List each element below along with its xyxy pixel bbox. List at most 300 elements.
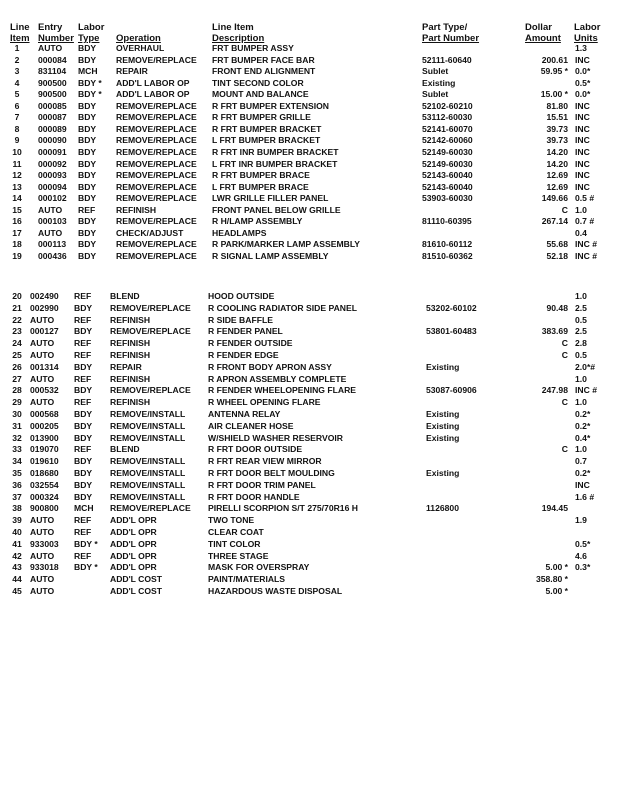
table-row	[0, 539, 640, 551]
operation: ADD'L OPR	[110, 550, 157, 561]
labor-units: 2.8	[575, 338, 587, 349]
operation: REMOVE/INSTALL	[110, 420, 186, 431]
labor-units: 0.0*	[575, 89, 591, 100]
labor-units: 0.0*	[575, 66, 591, 77]
labor-type: REF	[74, 373, 92, 384]
operation: REMOVE/REPLACE	[116, 135, 197, 146]
entry-number: AUTO	[30, 550, 55, 561]
line-number: 41	[12, 538, 22, 549]
entry-number: 032554	[30, 479, 59, 490]
labor-units: 1.0	[575, 444, 587, 455]
part-number: 52143-60040	[422, 170, 473, 181]
table-row	[0, 159, 640, 171]
entry-number: AUTO	[30, 515, 55, 526]
description: R COOLING RADIATOR SIDE PANEL	[208, 302, 357, 313]
operation: REFINISH	[110, 314, 151, 325]
labor-type: BDY	[74, 456, 93, 467]
labor-units: 0.5	[575, 350, 587, 360]
operation: REMOVE/REPLACE	[116, 146, 197, 157]
labor-units: 0.4*	[575, 432, 591, 443]
line-number: 34	[12, 456, 22, 467]
table-row	[0, 492, 640, 504]
part-number: 81110-60395	[422, 216, 472, 227]
description: R SIGNAL LAMP ASSEMBLY	[212, 250, 329, 261]
dollar-amount: 149.66	[541, 193, 568, 204]
entry-number: AUTO	[30, 314, 55, 325]
header-amount: Dollar Amount	[525, 22, 561, 44]
description: R FRT DOOR BELT MOULDING	[208, 468, 335, 478]
labor-units: INC	[575, 158, 590, 169]
table-row	[0, 385, 640, 397]
labor-units: 1.9	[575, 515, 587, 526]
table-row	[0, 362, 640, 374]
line-number: 15	[12, 204, 22, 215]
table-row	[0, 527, 640, 539]
table-row	[0, 574, 640, 586]
labor-units: 0.7	[575, 456, 587, 467]
table-row	[0, 421, 640, 433]
labor-units: 1.6 #	[575, 491, 595, 502]
description: R FRT DOOR OUTSIDE	[208, 444, 303, 455]
entry-number: 900500	[38, 77, 67, 88]
table-row	[0, 55, 640, 67]
part-number: 53087-60906	[426, 385, 477, 396]
line-number: 35	[12, 468, 22, 478]
entry-number: 000085	[38, 100, 67, 111]
dollar-amount: 81.80	[546, 100, 568, 111]
line-number: 12	[12, 170, 22, 181]
operation: ADD'L OPR	[110, 538, 157, 549]
entry-number: 000103	[38, 216, 67, 227]
entry-number: 000087	[38, 112, 67, 123]
description: FRT BUMPER FACE BAR	[212, 54, 315, 65]
part-number: 52149-60030	[422, 146, 473, 157]
dollar-amount: 15.00 *	[540, 89, 568, 100]
labor-type: BDY	[78, 135, 97, 146]
description: TWO TONE	[208, 515, 255, 526]
table-row	[0, 433, 640, 445]
part-number: Existing	[422, 77, 456, 88]
labor-units: 2.0*#	[575, 361, 596, 372]
description: FRONT PANEL BELOW GRILLE	[212, 204, 341, 215]
operation: REMOVE/REPLACE	[116, 158, 197, 169]
description: FRT BUMPER ASSY	[212, 43, 294, 53]
entry-number: 000092	[38, 158, 67, 169]
dollar-amount: 52.18	[546, 250, 568, 261]
labor-units: 1.0	[575, 397, 587, 408]
table-row	[0, 216, 640, 228]
entry-number: 002490	[30, 291, 59, 301]
entry-number: 000205	[30, 420, 59, 431]
line-number: 9	[14, 135, 20, 146]
dollar-amount: 59.95 *	[540, 66, 568, 77]
line-number: 31	[12, 420, 22, 431]
description: R PARK/MARKER LAMP ASSEMBLY	[212, 239, 361, 250]
entry-number: 000093	[38, 170, 67, 181]
entry-number: 900800	[30, 503, 59, 514]
labor-type: REF	[74, 314, 92, 325]
table-row	[0, 89, 640, 101]
labor-units: INC	[575, 54, 590, 65]
labor-type: BDY	[78, 250, 97, 261]
operation: REMOVE/REPLACE	[116, 193, 197, 204]
line-number: 4	[14, 77, 20, 88]
labor-units: 2.5	[575, 302, 587, 313]
labor-type: BDY	[78, 227, 97, 238]
labor-type: BDY	[78, 112, 97, 123]
labor-units: INC	[575, 123, 590, 134]
header-units: Labor Units	[574, 22, 601, 44]
labor-units: 1.0	[575, 291, 587, 301]
table-row	[0, 193, 640, 205]
operation: REMOVE/REPLACE	[116, 250, 197, 261]
entry-number: AUTO	[38, 43, 63, 53]
description: R FENDER OUTSIDE	[208, 338, 293, 349]
dollar-amount: 15.51	[546, 112, 568, 123]
table-row	[0, 409, 640, 421]
description: TINT COLOR	[208, 538, 261, 549]
part-number: 81510-60362	[422, 250, 473, 261]
operation: ADD'L LABOR OP	[116, 77, 190, 88]
description: HOOD OUTSIDE	[208, 291, 275, 301]
line-number: 25	[12, 350, 22, 360]
operation: REMOVE/REPLACE	[110, 326, 191, 337]
description: PIRELLI SCORPION S/T 275/70R16 H	[208, 503, 358, 514]
entry-number: 000436	[38, 250, 67, 261]
description: L FRT INR BUMPER BRACKET	[212, 158, 338, 169]
line-number: 26	[12, 361, 22, 372]
entry-number: 000094	[38, 181, 67, 192]
dollar-amount: 358.80 *	[535, 574, 568, 585]
table-row	[0, 291, 640, 303]
operation: ADD'L COST	[110, 574, 163, 585]
line-number: 20	[12, 291, 22, 301]
line-number: 13	[12, 181, 22, 192]
operation: BLEND	[110, 291, 140, 301]
table-row	[0, 251, 640, 263]
description: L FRT BUMPER BRACE	[212, 181, 309, 192]
table-row	[0, 444, 640, 456]
labor-units: 1.0	[575, 373, 587, 384]
line-number: 30	[12, 409, 22, 419]
entry-number: 000084	[38, 54, 67, 65]
part-number: Existing	[426, 361, 460, 372]
table-row	[0, 338, 640, 350]
part-number: 53202-60102	[426, 302, 477, 313]
entry-number: 000113	[38, 239, 67, 250]
dollar-amount: 39.73	[546, 123, 568, 134]
table-row	[0, 170, 640, 182]
description: R FRT DOOR TRIM PANEL	[208, 479, 316, 490]
line-number: 11	[12, 158, 22, 169]
labor-units: 0.4	[575, 227, 587, 238]
line-number: 29	[12, 397, 22, 408]
labor-type: MCH	[78, 66, 98, 77]
description: R WHEEL OPENING FLARE	[208, 397, 321, 408]
line-number: 7	[14, 112, 20, 123]
header-entry-number: Entry Number	[38, 22, 74, 44]
line-number: 36	[12, 479, 22, 490]
description: R FRT BUMPER BRACKET	[212, 123, 322, 134]
operation: REMOVE/REPLACE	[116, 112, 197, 123]
operation: REMOVE/REPLACE	[116, 54, 197, 65]
operation: ADD'L OPR	[110, 527, 157, 537]
dollar-amount: 267.14	[541, 216, 568, 227]
table-row	[0, 124, 640, 136]
dollar-amount: C	[561, 204, 568, 215]
labor-units: 0.5 #	[575, 193, 595, 204]
table-row	[0, 66, 640, 78]
dollar-amount: C	[561, 338, 568, 349]
part-number: 53801-60483	[426, 326, 477, 337]
operation: REMOVE/REPLACE	[116, 100, 197, 111]
description: R FENDER PANEL	[208, 326, 283, 337]
description: R FENDER WHEELOPENING FLARE	[208, 385, 357, 396]
labor-units: 0.2*	[575, 409, 591, 419]
line-number: 22	[12, 314, 22, 325]
line-number: 27	[12, 373, 22, 384]
line-number: 14	[12, 193, 22, 204]
labor-type: BDY	[74, 409, 93, 419]
labor-units: 0.5	[575, 314, 587, 325]
description: FRONT END ALIGNMENT	[212, 66, 316, 77]
dollar-amount: 247.98	[541, 385, 568, 396]
entry-number: 831104	[38, 66, 67, 77]
labor-type: BDY	[74, 432, 93, 443]
table-row	[0, 182, 640, 194]
labor-units: 0.7 #	[575, 216, 595, 227]
labor-units: INC	[575, 112, 590, 123]
header-description: Line Item Description	[212, 22, 265, 44]
entry-number: AUTO	[30, 527, 55, 537]
labor-units: 0.2*	[575, 468, 591, 478]
part-number: 81610-60112	[422, 239, 473, 250]
description: R FRT REAR VIEW MIRROR	[208, 456, 322, 467]
labor-units: INC	[575, 146, 590, 157]
dollar-amount: C	[561, 350, 568, 360]
dollar-amount: 39.73	[546, 135, 568, 146]
header-labor-type: Labor Type	[78, 22, 105, 44]
line-number: 43	[12, 562, 22, 573]
line-number: 5	[14, 89, 20, 100]
operation: REFINISH	[110, 338, 151, 349]
entry-number: 019070	[30, 444, 59, 455]
labor-type: REF	[74, 550, 92, 561]
labor-type: BDY	[74, 385, 93, 396]
table-row	[0, 147, 640, 159]
entry-number: 000090	[38, 135, 67, 146]
labor-type: REF	[74, 527, 92, 537]
dollar-amount: 200.61	[541, 54, 568, 65]
operation: REMOVE/INSTALL	[110, 432, 186, 443]
operation: REMOVE/REPLACE	[110, 503, 191, 514]
line-number: 17	[12, 227, 22, 238]
dollar-amount: 14.20	[546, 146, 568, 157]
labor-type: REF	[74, 444, 92, 455]
entry-number: 900500	[38, 89, 67, 100]
operation: ADD'L OPR	[110, 515, 157, 526]
description: L FRT BUMPER BRACKET	[212, 135, 321, 146]
operation: ADD'L COST	[110, 586, 163, 596]
description: R FRT BUMPER EXTENSION	[212, 100, 329, 111]
labor-type: BDY	[78, 43, 97, 53]
entry-number: AUTO	[30, 350, 55, 360]
operation: CHECK/ADJUST	[116, 227, 184, 238]
table-row	[0, 515, 640, 527]
description: R FENDER EDGE	[208, 350, 279, 360]
line-number: 21	[12, 302, 22, 313]
entry-number: AUTO	[38, 227, 63, 238]
entry-number: 000127	[30, 326, 59, 337]
description: HAZARDOUS WASTE DISPOSAL	[208, 586, 343, 596]
operation: REMOVE/INSTALL	[110, 468, 186, 478]
description: HEADLAMPS	[212, 227, 267, 238]
dollar-amount: 12.69	[546, 181, 568, 192]
entry-number: 000324	[30, 491, 59, 502]
header-operation: Operation	[116, 33, 161, 44]
table-row	[0, 503, 640, 515]
line-number: 8	[14, 123, 20, 134]
entry-number: 001314	[30, 361, 59, 372]
part-number: 1126800	[426, 503, 459, 514]
table-row	[0, 551, 640, 563]
part-number: 52142-60060	[422, 135, 473, 146]
line-number: 1	[14, 43, 20, 53]
line-number: 32	[12, 432, 22, 443]
table-row	[0, 562, 640, 574]
description: MASK FOR OVERSPRAY	[208, 562, 310, 573]
part-number: 52111-60640	[422, 54, 472, 65]
description: PAINT/MATERIALS	[208, 574, 286, 585]
description: R FRONT BODY APRON ASSY	[208, 361, 332, 372]
description: R FRT BUMPER BRACE	[212, 170, 310, 181]
line-number: 2	[14, 54, 20, 65]
labor-type: REF	[74, 515, 92, 526]
dollar-amount: 383.69	[541, 326, 568, 337]
dollar-amount: 194.45	[541, 503, 568, 514]
labor-units: INC	[575, 181, 590, 192]
labor-units: 1.3	[575, 43, 587, 53]
table-row	[0, 468, 640, 480]
labor-type: BDY	[74, 302, 93, 313]
labor-type: BDY	[78, 216, 97, 227]
description: R FRT BUMPER GRILLE	[212, 112, 311, 123]
labor-type: BDY	[78, 146, 97, 157]
labor-units: 0.2*	[575, 420, 591, 431]
dollar-amount: 5.00 *	[545, 586, 568, 596]
labor-type: BDY *	[74, 562, 98, 573]
labor-type: REF	[74, 350, 92, 360]
part-number: 52102-60210	[422, 100, 473, 111]
header-part: Part Type/ Part Number	[422, 22, 480, 44]
line-number: 40	[12, 527, 22, 537]
operation: REPAIR	[116, 66, 148, 77]
part-number: 53903-60030	[422, 193, 473, 204]
description: R FRT INR BUMPER BRACKET	[212, 146, 339, 157]
part-number: Existing	[426, 409, 460, 419]
labor-type: REF	[74, 338, 92, 349]
description: LWR GRILLE FILLER PANEL	[212, 193, 329, 204]
labor-units: INC	[575, 170, 590, 181]
line-number: 3	[14, 66, 20, 77]
operation: REMOVE/REPLACE	[116, 170, 197, 181]
line-number: 33	[12, 444, 22, 455]
operation: REFINISH	[110, 350, 151, 360]
operation: REFINISH	[110, 397, 151, 408]
operation: REMOVE/REPLACE	[116, 181, 197, 192]
labor-type: BDY *	[78, 77, 102, 88]
labor-type: BDY	[74, 468, 93, 478]
dollar-amount: 5.00 *	[545, 562, 568, 573]
table-row	[0, 350, 640, 362]
part-number: Existing	[426, 432, 460, 443]
operation: REMOVE/INSTALL	[110, 491, 186, 502]
table-row	[0, 112, 640, 124]
operation: REPAIR	[110, 361, 142, 372]
table-row	[0, 456, 640, 468]
labor-units: 1.0	[575, 204, 587, 215]
labor-units: INC	[575, 100, 590, 111]
labor-units: INC #	[575, 385, 597, 396]
entry-number: 000532	[30, 385, 59, 396]
line-number: 37	[12, 491, 22, 502]
operation: ADD'L LABOR OP	[116, 89, 190, 100]
table-row	[0, 101, 640, 113]
table-row	[0, 78, 640, 90]
line-number: 16	[12, 216, 22, 227]
entry-number: 002990	[30, 302, 59, 313]
labor-type: BDY	[78, 158, 97, 169]
entry-number: 013900	[30, 432, 59, 443]
part-number: Existing	[426, 468, 460, 478]
labor-units: 4.6	[575, 550, 587, 561]
labor-type: BDY	[78, 181, 97, 192]
table-row	[0, 135, 640, 147]
line-number: 39	[12, 515, 22, 526]
entry-number: AUTO	[38, 204, 63, 215]
description: R FRT DOOR HANDLE	[208, 491, 300, 502]
dollar-amount: 90.48	[546, 302, 568, 313]
labor-units: 2.5	[575, 326, 587, 337]
labor-type: REF	[74, 291, 92, 301]
labor-type: BDY	[74, 361, 93, 372]
table-row	[0, 239, 640, 251]
line-number: 18	[12, 239, 22, 250]
labor-type: BDY	[74, 479, 93, 490]
entry-number: 933018	[30, 562, 59, 573]
labor-type: BDY	[74, 491, 93, 502]
table-row	[0, 397, 640, 409]
dollar-amount: 55.68	[546, 239, 568, 250]
table-row	[0, 374, 640, 386]
table-row	[0, 205, 640, 217]
labor-units: 0.5*	[575, 77, 591, 88]
labor-type: BDY	[74, 326, 93, 337]
entry-number: AUTO	[30, 574, 55, 585]
operation: REFINISH	[110, 373, 151, 384]
labor-type: BDY	[78, 170, 97, 181]
operation: REFINISH	[116, 204, 157, 215]
labor-type: BDY	[74, 420, 93, 431]
operation: REMOVE/INSTALL	[110, 456, 186, 467]
operation: BLEND	[110, 444, 140, 455]
line-number: 38	[12, 503, 22, 514]
labor-type: BDY	[78, 123, 97, 134]
entry-number: 933003	[30, 538, 59, 549]
entry-number: AUTO	[30, 338, 55, 349]
operation: REMOVE/INSTALL	[110, 409, 186, 419]
dollar-amount: 14.20	[546, 158, 568, 169]
